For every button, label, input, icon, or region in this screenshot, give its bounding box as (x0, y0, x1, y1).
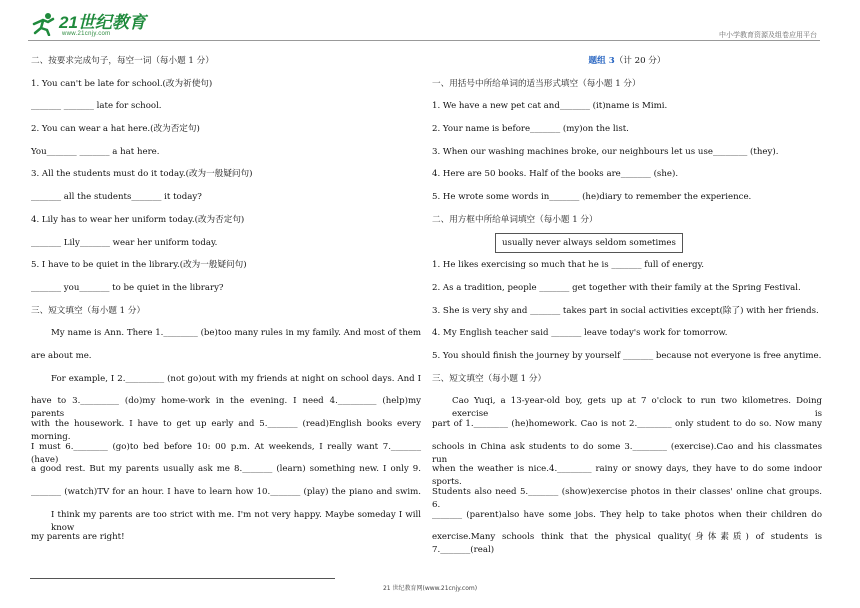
group-title (432, 55, 822, 78)
platform-label: 中小学教育资源及组卷应用平台 (719, 31, 817, 39)
answer-line: You_______ _______ a hat here. (31, 146, 160, 157)
word-box-row (432, 237, 822, 260)
passage-line: have to 3._________ (do)my home-work in the evening. I need 4._________ (help)my parents (31, 396, 421, 420)
passage-line: part of 1.________ (he)homework. Cao is not 2.________ only student to do so. Now many (432, 419, 822, 429)
answer-line: _______ all the students_______ it today? (31, 192, 202, 203)
passage-line: schools in China ask students to do some 3.________ (exercise).Cao and his classmates run (432, 441, 822, 465)
question-line: 4. Lily has to wear her uniform today.(改为否定句) (31, 214, 245, 225)
section-heading: 二、按要求完成句子，每空一词（每小题 1 分） (31, 56, 214, 66)
question-line: 4. Here are 50 books. Half of the books are_______ (she). (432, 169, 679, 180)
question-line: 3. She is very shy and _______ takes part in social activities except(除了) with her friends. (432, 305, 819, 316)
footer-divider (30, 578, 335, 579)
passage-line: I think my parents are too strict with me. I'm not very happy. Maybe someday I will know (51, 509, 421, 533)
passage-line: _______ (watch)TV for an hour. I have to learn how 10._______ (play) the piano and swim. (31, 487, 421, 498)
logo-text: 21世纪教育 (59, 13, 146, 32)
question-line: 1. You can't be late for school.(改为祈使句) (31, 78, 213, 89)
question-line: 1. He likes exercising so much that he is _______ full of energy. (432, 260, 705, 271)
group-points: （计 20 分） (614, 56, 666, 66)
passage-line: Students also need 5._______ (show)exercise photos in their classes' online chat groups. 6. (432, 487, 822, 511)
passage-line: my parents are right! (31, 532, 125, 543)
passage-line: are about me. (31, 350, 92, 361)
right-column (432, 55, 822, 554)
question-line: 5. He wrote some words in_______ (he)diary to remember the experience. (432, 192, 752, 203)
section-heading: 三、短文填空（每小题 1 分） (432, 373, 547, 384)
passage-line: I must 6.________ (go)to bed before 10: 00 p.m. At weekends, I really want 7._______ (have) (31, 441, 421, 465)
page-footer: 21 世纪教育网(www.21cnjy.com) (382, 585, 478, 592)
question-line: 2. As a tradition, people _______ get together with their family at the Spring Festival. (432, 282, 801, 293)
question-line: 2. Your name is before_______ (my)on the list. (432, 124, 629, 135)
runner-logo-icon (28, 12, 58, 34)
question-line: 1. We have a new pet cat and_______ (it)name is Mimi. (432, 101, 668, 112)
logo-url: www.21cnjy.com (62, 31, 111, 37)
left-column (31, 55, 421, 554)
header-divider (28, 40, 820, 41)
question-line: 2. You can wear a hat here.(改为否定句) (31, 124, 200, 135)
passage-line: with the housework. I have to get up early and 5._______ (read)English books every morning. (31, 419, 421, 442)
answer-line: _______ Lily_______ wear her uniform today. (31, 237, 218, 248)
section-heading: 二、用方框中所给单词填空（每小题 1 分） (432, 214, 598, 225)
question-line: 3. When our washing machines broke, our neighbours let us use________ (they). (432, 146, 779, 157)
answer-line: _______ you_______ to be quiet in the library? (31, 282, 224, 293)
passage-line: _______ (parent)also have some jobs. They help to take photos when their children do (432, 509, 822, 520)
passage-line: My name is Ann. There 1.________ (be)too many rules in my family. And most of them (51, 328, 421, 339)
passage-line: exercise.Many schools think that the physical quality(身体素质) of students is 7._______(real) (432, 532, 822, 556)
section-heading: 一、用括号中所给单词的适当形式填空（每小题 1 分） (432, 78, 641, 89)
section-heading: 三、短文填空（每小题 1 分） (31, 305, 146, 316)
group-label: 题组 3 (588, 56, 615, 66)
question-line: 5. I have to be quiet in the library.(改为一般疑问句) (31, 260, 247, 271)
passage-line: a good rest. But my parents usually ask me 8._______ (learn) something new. I only 9. (31, 464, 421, 475)
question-line: 5. You should finish the journey by yourself _______ because not everyone is free anytime. (432, 350, 822, 361)
question-line: 3. All the students must do it today.(改为一般疑问句) (31, 169, 253, 180)
passage-line: Cao Yuqi, a 13-year-old boy, gets up at 7 o'clock to run two kilometres. Doing exercise is (452, 396, 822, 420)
word-box: usually never always seldom sometimes (495, 233, 683, 253)
page-header (0, 0, 860, 42)
passage-line: when the weather is nice.4.________ rainy or snowy days, they have to do some indoor sports. (432, 464, 822, 488)
brand-logo (28, 12, 146, 37)
answer-line: _______ _______ late for school. (31, 101, 162, 112)
question-line: 4. My English teacher said _______ leave today's work for tomorrow. (432, 328, 728, 339)
passage-line: For example, I 2._________ (not go)out with my friends at night on school days. And I (51, 373, 421, 384)
